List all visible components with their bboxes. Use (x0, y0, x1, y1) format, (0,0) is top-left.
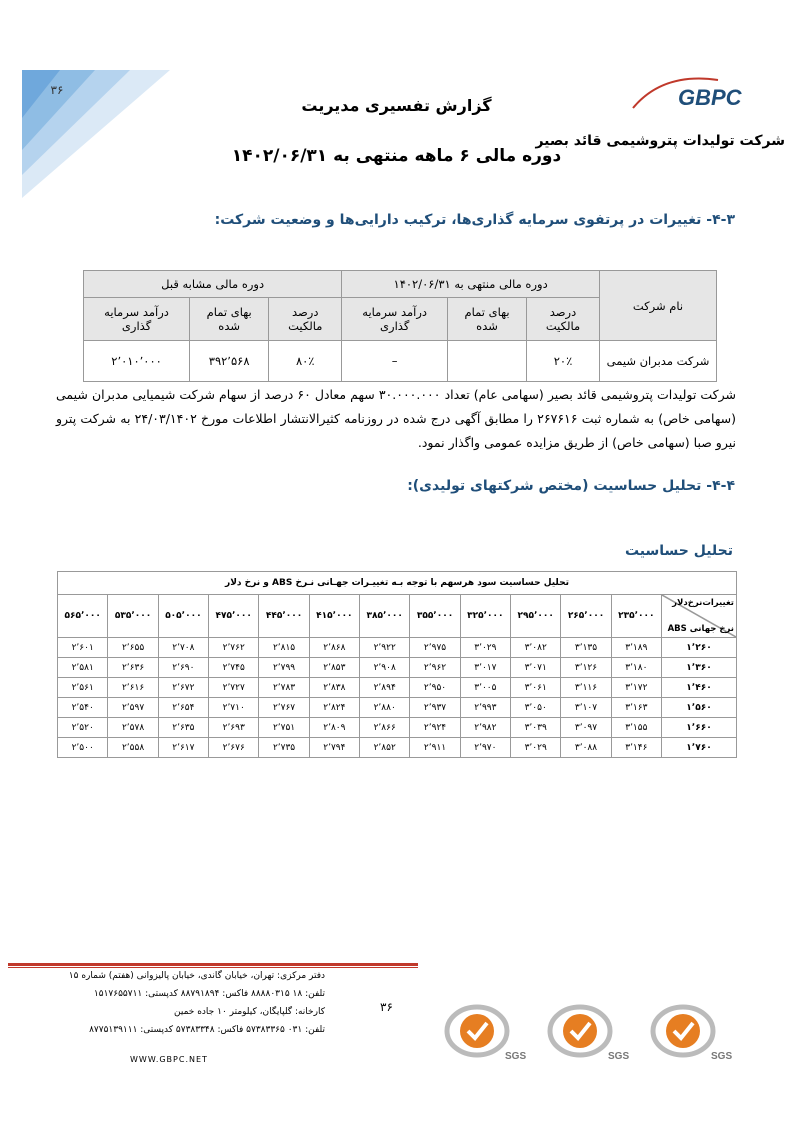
table-cell: ۲٬۷۵۱ (259, 718, 309, 738)
footer-rule (8, 963, 418, 966)
table-cell: ۲٬۷۰۸ (158, 638, 208, 658)
row-abs-rate: ۱٬۷۶۰ (662, 738, 737, 758)
report-title: گزارش تفسیری مدیریت (301, 96, 492, 115)
table-cell: ۲٬۹۱۱ (410, 738, 460, 758)
table-cell: ۲٬۷۹۹ (259, 658, 309, 678)
table-cell: ۲٬۹۲۲ (360, 638, 410, 658)
col-ownership-prev: درصد مالکیت (269, 298, 342, 341)
sensitivity-subheading: تحلیل حساسیت (624, 543, 733, 559)
cell-ownership: ۲۰٪ (526, 341, 599, 382)
col-dollar-rate: ۲۶۵٬۰۰۰ (561, 595, 611, 638)
page-number-top: ۳۶ (50, 83, 64, 97)
corner-top-label: تغییرات‌نرخ‌دلار (672, 598, 734, 608)
cell-company: شرکت مدبران شیمی (600, 341, 717, 382)
report-period: دوره مالی ۶ ماهه منتهی به ۱۴۰۲/۰۶/۳۱ (231, 146, 562, 166)
table-cell: ۲٬۵۷۸ (108, 718, 158, 738)
table-cell: ۲٬۸۹۴ (360, 678, 410, 698)
row-abs-rate: ۱٬۲۶۰ (662, 638, 737, 658)
table-cell: ۲٬۵۸۱ (58, 658, 108, 678)
table-cell: ۲٬۸۶۸ (309, 638, 359, 658)
table-cell: ۳٬۰۸۲ (511, 638, 561, 658)
table-cell: ۲٬۹۰۸ (360, 658, 410, 678)
table-cell: ۳٬۰۰۵ (460, 678, 510, 698)
table-cell: ۳٬۰۲۹ (511, 738, 561, 758)
cert-label: SGS (505, 1051, 527, 1062)
cell-cost-prev: ۳۹۲٬۵۶۸ (190, 341, 269, 382)
cell-ownership-prev: ۸۰٪ (269, 341, 342, 382)
table-cell: ۳٬۱۷۲ (611, 678, 661, 698)
table-cell: ۳٬۰۹۷ (561, 718, 611, 738)
divestment-paragraph: شرکت تولیدات پتروشیمی قائد بصیر (سهامی عام) تعداد ۳۰.۰۰۰.۰۰۰ سهم معادل ۶۰ درصد از سهام شرکت شیمیایی مدبران شیمی (سهامی خاص) به شماره ثبت ۲۶۷۶۱۶ را مطابق آگهی درج شده در روزنامه کثیرالانتشار اطلاعات مورخ ۲۴/۰۳/۱۴۰۲ به شرکت پترو نیرو صبا (سهامی خاص) از طریق مزایده عمومی واگذار نمود. (56, 387, 736, 450)
table-cell: ۲٬۷۴۵ (209, 658, 259, 678)
section-heading-sensitivity: ۴-۴- تحلیل حساسیت (مختص شرکتهای تولیدی): (407, 478, 735, 494)
footer-line: دفتر مرکزی: تهران، خیابان گاندی، خیابان پالیزوانی (هفتم) شماره ۱۵ (68, 971, 325, 981)
table-cell: ۲٬۸۲۴ (309, 698, 359, 718)
col-dollar-rate: ۴۷۵٬۰۰۰ (209, 595, 259, 638)
table-cell: ۳٬۱۲۶ (561, 658, 611, 678)
col-dollar-rate: ۳۵۵٬۰۰۰ (410, 595, 460, 638)
table-cell: ۲٬۶۳۵ (158, 718, 208, 738)
col-dollar-rate: ۲۳۵٬۰۰۰ (611, 595, 661, 638)
col-dollar-rate: ۴۴۵٬۰۰۰ (259, 595, 309, 638)
table-cell: ۲٬۷۶۲ (209, 638, 259, 658)
col-dollar-rate: ۵۰۵٬۰۰۰ (158, 595, 208, 638)
table-cell: ۲٬۸۵۳ (309, 658, 359, 678)
table-cell: ۲٬۵۶۱ (58, 678, 108, 698)
col-dollar-rate: ۴۱۵٬۰۰۰ (309, 595, 359, 638)
table-cell: ۲٬۹۲۴ (410, 718, 460, 738)
table-cell: ۳٬۱۴۶ (611, 738, 661, 758)
table-cell: ۲٬۹۷۵ (410, 638, 460, 658)
sensitivity-caption: تحلیل حساسیت سود هرسهم با توجه بـه تغییـرات جهـانی نـرخ ABS و نرخ دلار (58, 572, 737, 595)
table-cell: ۲٬۷۱۰ (209, 698, 259, 718)
table-cell: ۳٬۰۱۷ (460, 658, 510, 678)
table-row (58, 658, 737, 678)
website: WWW.GBPC.NET (130, 1055, 208, 1064)
cell-cost (448, 341, 527, 382)
group-previous: دوره مالی مشابه قبل (84, 271, 342, 298)
cert-label: SGS (711, 1051, 733, 1062)
table-cell: ۲٬۶۵۴ (158, 698, 208, 718)
logo-text: GBPC (678, 85, 742, 110)
table-cell: ۲٬۸۰۹ (309, 718, 359, 738)
table-row (58, 718, 737, 738)
col-cost: بهای تمام شده (448, 298, 527, 341)
table-row (58, 678, 737, 698)
iso-cert-badge (643, 1003, 735, 1063)
row-abs-rate: ۱٬۴۶۰ (662, 678, 737, 698)
table-cell: ۳٬۰۶۱ (511, 678, 561, 698)
table-cell: ۲٬۸۵۲ (360, 738, 410, 758)
table-row (58, 698, 737, 718)
table-cell: ۳٬۰۷۱ (511, 658, 561, 678)
table-cell: ۲٬۸۱۵ (259, 638, 309, 658)
table-row (58, 738, 737, 758)
table-cell: ۳٬۰۳۹ (511, 718, 561, 738)
table-cell: ۲٬۷۹۴ (309, 738, 359, 758)
col-cost-prev: بهای تمام شده (190, 298, 269, 341)
sensitivity-table (57, 571, 737, 758)
table-cell: ۲٬۷۲۷ (209, 678, 259, 698)
table-cell: ۲٬۶۷۶ (209, 738, 259, 758)
table-cell: ۲٬۶۰۱ (58, 638, 108, 658)
table-cell: ۲٬۹۸۲ (460, 718, 510, 738)
iso-cert-badge (540, 1003, 632, 1063)
footer-line: تلفن: ۱۸ ۸۸۸۸۰۳۱۵ فاکس: ۸۸۷۹۱۸۹۴ کدپستی: ۱۵۱۷۶۵۵۷۱۱ (93, 989, 325, 999)
table-cell: ۲٬۶۹۳ (209, 718, 259, 738)
table-cell: ۲٬۵۴۰ (58, 698, 108, 718)
section-heading-portfolio: ۴-۳- تغییرات در پرتفوی سرمایه گذاری‌ها، ترکیب دارایی‌ها و وضعیت شرکت: (214, 212, 735, 228)
portfolio-table (83, 270, 717, 382)
table-cell: ۲٬۸۶۶ (360, 718, 410, 738)
table-cell: ۲٬۶۳۶ (108, 658, 158, 678)
col-dollar-rate: ۳۲۵٬۰۰۰ (460, 595, 510, 638)
table-cell: ۲٬۵۵۸ (108, 738, 158, 758)
footer-address (50, 967, 325, 1039)
company-name: شرکت تولیدات پتروشیمی قائد بصیر (535, 133, 785, 149)
table-cell: ۳٬۰۵۰ (511, 698, 561, 718)
col-dollar-rate: ۵۳۵٬۰۰۰ (108, 595, 158, 638)
table-cell: ۲٬۵۲۰ (58, 718, 108, 738)
group-current: دوره مالی منتهی به ۱۴۰۲/۰۶/۳۱ (342, 271, 600, 298)
table-cell: ۲٬۹۷۰ (460, 738, 510, 758)
table-row (84, 341, 717, 382)
row-abs-rate: ۱٬۵۶۰ (662, 698, 737, 718)
table-cell: ۲٬۶۹۰ (158, 658, 208, 678)
table-cell: ۲٬۷۸۳ (259, 678, 309, 698)
iso-cert-badge (437, 1003, 529, 1063)
col-dollar-rate: ۲۹۵٬۰۰۰ (511, 595, 561, 638)
table-cell: ۲٬۷۶۷ (259, 698, 309, 718)
table-cell: ۲٬۸۸۰ (360, 698, 410, 718)
table-cell: ۲٬۹۹۳ (460, 698, 510, 718)
col-company: نام شرکت (600, 271, 717, 341)
table-cell: ۲٬۹۵۰ (410, 678, 460, 698)
table-cell: ۳٬۱۵۵ (611, 718, 661, 738)
table-cell: ۳٬۱۱۶ (561, 678, 611, 698)
table-cell: ۲٬۹۳۷ (410, 698, 460, 718)
cell-income-prev: ۲٬۰۱۰٬۰۰۰ (84, 341, 190, 382)
table-cell: ۲٬۵۹۷ (108, 698, 158, 718)
row-abs-rate: ۱٬۶۶۰ (662, 718, 737, 738)
col-income: درآمد سرمایه گذاری (342, 298, 448, 341)
cell-income: – (342, 341, 448, 382)
table-cell: ۳٬۱۰۷ (561, 698, 611, 718)
table-cell: ۲٬۶۱۶ (108, 678, 158, 698)
table-row (58, 638, 737, 658)
footer-line: کارخانه: گلپایگان، کیلومتر ۱۰ جاده خمین (174, 1007, 325, 1017)
table-cell: ۲٬۸۳۸ (309, 678, 359, 698)
table-cell: ۳٬۰۸۸ (561, 738, 611, 758)
corner-bottom-label: نرخ جهانی ABS (667, 624, 734, 634)
table-cell: ۲٬۶۵۵ (108, 638, 158, 658)
col-ownership: درصد مالکیت (526, 298, 599, 341)
table-cell: ۲٬۶۱۷ (158, 738, 208, 758)
col-dollar-rate: ۳۸۵٬۰۰۰ (360, 595, 410, 638)
table-cell: ۳٬۱۳۵ (561, 638, 611, 658)
col-dollar-rate: ۵۶۵٬۰۰۰ (58, 595, 108, 638)
table-cell: ۲٬۶۷۲ (158, 678, 208, 698)
table-cell: ۳٬۱۸۰ (611, 658, 661, 678)
table-cell: ۲٬۵۰۰ (58, 738, 108, 758)
table-cell: ۳٬۱۸۹ (611, 638, 661, 658)
corner-cell (662, 595, 737, 638)
table-cell: ۲٬۹۶۲ (410, 658, 460, 678)
table-cell: ۳٬۱۶۳ (611, 698, 661, 718)
page-number-bottom: ۳۶ (380, 1000, 393, 1014)
table-cell: ۳٬۰۲۹ (460, 638, 510, 658)
col-income-prev: درآمد سرمایه گذاری (84, 298, 190, 341)
table-cell: ۲٬۷۳۵ (259, 738, 309, 758)
row-abs-rate: ۱٬۳۶۰ (662, 658, 737, 678)
cert-label: SGS (608, 1051, 630, 1062)
footer-line: تلفن: ۰۳۱ ۵۷۳۸۳۳۶۵ فاکس: ۵۷۳۸۳۳۴۸ کدپستی: ۸۷۷۵۱۳۹۱۱۱ (89, 1025, 325, 1035)
